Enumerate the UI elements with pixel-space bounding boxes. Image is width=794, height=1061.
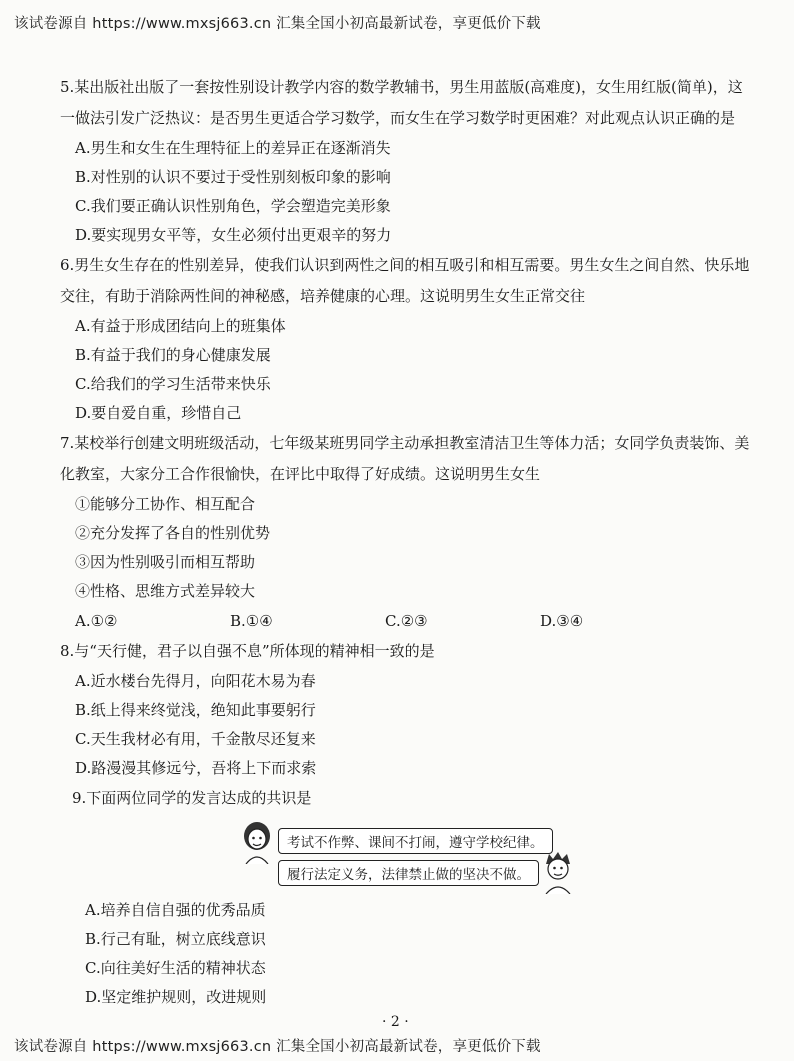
- statement-1: ①能够分工协作、相互配合: [75, 495, 256, 513]
- question-stem: 8.与“天行健，君子以自强不息”所体现的精神相一致的是: [60, 642, 435, 660]
- choice-c: C.②③: [385, 612, 428, 630]
- question-stem: 9.下面两位同学的发言达成的共识是: [72, 789, 312, 807]
- option-c: C.向往美好生活的精神状态: [85, 959, 266, 977]
- option-b: B.行己有耻，树立底线意识: [85, 930, 266, 948]
- option-b: B.有益于我们的身心健康发展: [75, 346, 271, 364]
- statement-4: ④性格、思维方式差异较大: [75, 582, 256, 600]
- statement-2: ②充分发挥了各自的性别优势: [75, 524, 271, 542]
- source-banner-top: 该试卷源自 https://www.mxsj663.cn 汇集全国小初高最新试卷，享更低价下载: [14, 16, 541, 32]
- option-c: C.天生我材必有用，千金散尽还复来: [75, 730, 316, 748]
- option-d: D.要自爱自重，珍惜自己: [75, 404, 242, 422]
- option-c: C.给我们的学习生活带来快乐: [75, 375, 271, 393]
- question-8: [60, 636, 750, 783]
- option-a: A.有益于形成团结向上的班集体: [75, 317, 286, 335]
- question-stem: 5.某出版社出版了一套按性别设计教学内容的数学教辅书，男生用蓝版(高难度)，女生用红版(简单)，这一做法引发广泛热议：是否男生更适合学习数学，而女生在学习数学时更困难？对此观点认识正确的是: [60, 78, 743, 127]
- page-number: · 2 ·: [382, 1014, 409, 1030]
- boy-student-icon: [540, 850, 576, 894]
- dialog-illustration: [60, 820, 750, 892]
- option-d: D.要实现男女平等，女生必须付出更艰辛的努力: [75, 226, 392, 244]
- question-9: [60, 783, 750, 1012]
- choice-b: B.①④: [230, 612, 273, 630]
- question-stem: 7.某校举行创建文明班级活动，七年级某班男同学主动承担教室清洁卫生等体力活；女同学负责装饰、美化教室，大家分工合作很愉快，在评比中取得了好成绩。这说明男生女生: [60, 434, 750, 483]
- option-a: A.男生和女生在生理特征上的差异正在逐渐消失: [75, 139, 391, 157]
- choice-row: [75, 606, 750, 636]
- option-a: A.培养自信自强的优秀品质: [85, 901, 266, 919]
- question-stem: 6.男生女生存在的性别差异，使我们认识到两性之间的相互吸引和相互需要。男生女生之间自然、快乐地交往，有助于消除两性间的神秘感，培养健康的心理。这说明男生女生正常交往: [60, 256, 750, 305]
- girl-student-icon: [238, 820, 276, 864]
- choice-a: A.①②: [75, 612, 118, 630]
- speech-bubble-girl: 考试不作弊、课间不打闹，遵守学校纪律。: [278, 828, 553, 854]
- option-c: C.我们要正确认识性别角色，学会塑造完美形象: [75, 197, 391, 215]
- option-a: A.近水楼台先得月，向阳花木易为春: [75, 672, 316, 690]
- question-7: [60, 428, 750, 636]
- statement-3: ③因为性别吸引而相互帮助: [75, 553, 256, 571]
- option-b: B.纸上得来终觉浅，绝知此事要躬行: [75, 701, 316, 719]
- choice-d: D.③④: [540, 612, 584, 630]
- speech-bubble-boy: 履行法定义务，法律禁止做的坚决不做。: [278, 860, 539, 886]
- option-d: D.坚定维护规则，改进规则: [85, 988, 267, 1006]
- source-banner-bottom: 该试卷源自 https://www.mxsj663.cn 汇集全国小初高最新试卷，享更低价下载: [14, 1039, 541, 1055]
- option-d: D.路漫漫其修远兮，吾将上下而求索: [75, 759, 317, 777]
- question-5: [60, 72, 750, 250]
- question-6: [60, 250, 750, 428]
- question-list: [60, 72, 750, 1012]
- option-b: B.对性别的认识不要过于受性别刻板印象的影响: [75, 168, 391, 186]
